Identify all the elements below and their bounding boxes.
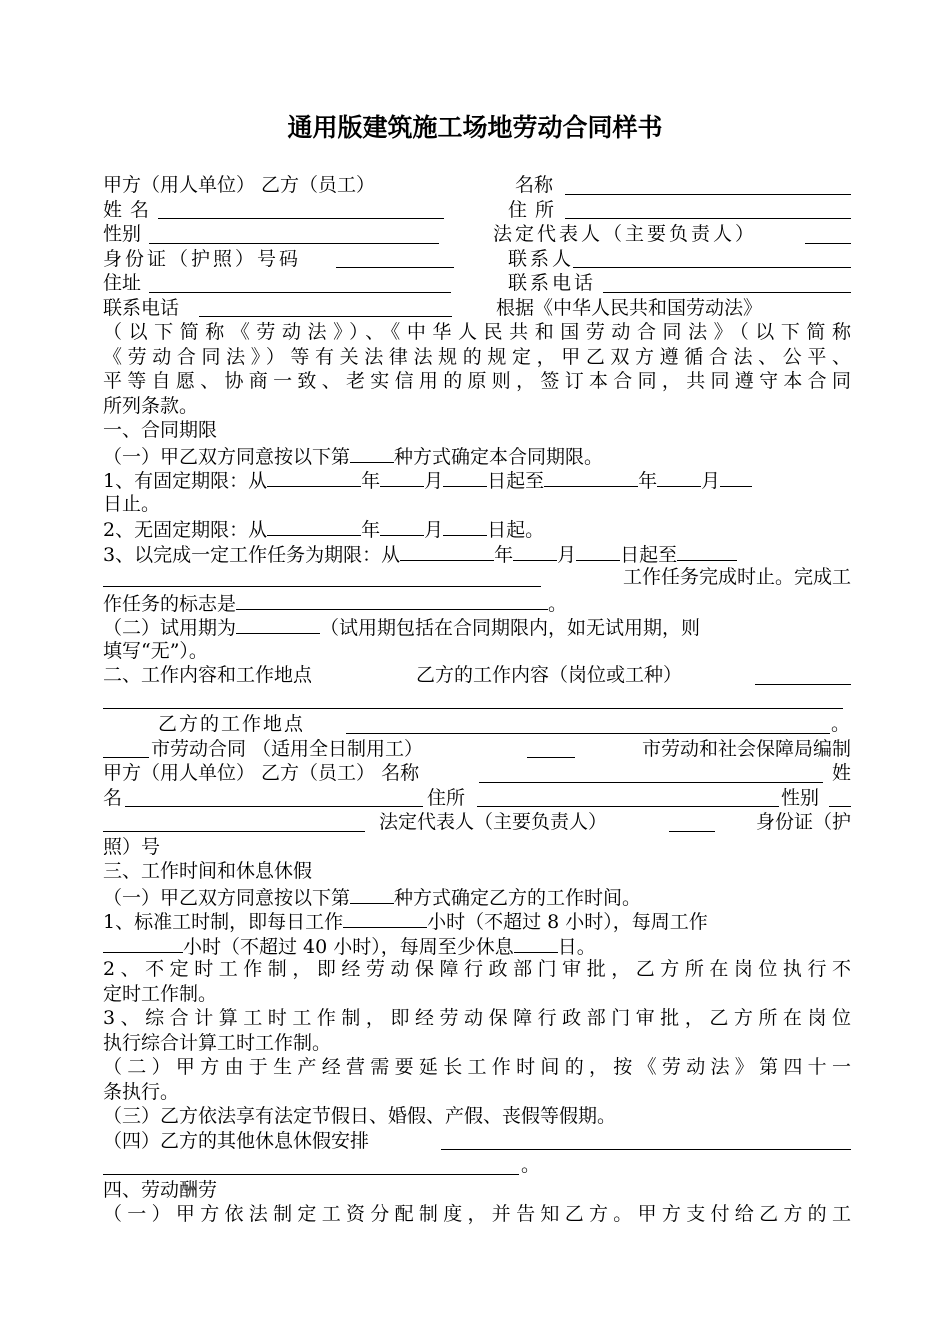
- blank-field: [443, 467, 487, 487]
- label-id-number: 身份证（护照）号码: [103, 247, 302, 270]
- label-phone: 联系电话: [508, 272, 597, 294]
- text: 3、以完成一定工作任务为期限：从: [103, 543, 401, 565]
- label-contact-person: 联系人: [508, 247, 575, 270]
- paragraph-line: [103, 614, 851, 639]
- text: 日起至: [620, 543, 678, 565]
- text: 性别: [781, 786, 820, 809]
- text: （一）甲乙双方同意按以下第: [103, 445, 351, 467]
- paragraph-line: [103, 761, 851, 786]
- text: 小时（不超过 8 小时），每周工作: [427, 911, 708, 933]
- blank-field: [565, 218, 851, 219]
- paragraph-line: 所列条款。: [103, 394, 199, 417]
- text: 日。: [557, 935, 596, 957]
- line-phone: [103, 296, 851, 321]
- text: 。: [548, 592, 568, 614]
- text: 年: [361, 470, 381, 492]
- section-heading: 一、合同期限: [103, 419, 218, 441]
- paragraph-line: [103, 565, 851, 590]
- paragraph-line: 执行综合计算工时工作制。: [103, 1031, 332, 1054]
- text: 作任务的标志是: [103, 592, 237, 614]
- blank-field: [346, 733, 830, 734]
- blank-field: [576, 541, 620, 561]
- blank-field: [267, 516, 361, 536]
- blank-field: [657, 467, 701, 487]
- paragraph-line: （以下简称《劳动法》）、《中华人民共和国劳动合同法》（以下简称: [103, 321, 851, 343]
- blank-field: [267, 467, 361, 487]
- blank-field: [479, 782, 823, 783]
- blank-field: [380, 467, 424, 487]
- text: 年: [361, 519, 381, 541]
- blank-field: [158, 218, 444, 219]
- paragraph-line: 填写“无”）。: [103, 639, 208, 662]
- blank-field: [380, 516, 424, 536]
- text: 日起至: [487, 470, 545, 492]
- paragraph-line: [103, 541, 851, 566]
- blank-field: [350, 884, 394, 904]
- blank-field: [199, 316, 452, 317]
- blank-field: [103, 757, 149, 758]
- section-heading: 三、工作时间和休息休假: [103, 860, 313, 882]
- text: 1、标准工时制，即每日工作: [103, 911, 344, 933]
- blank-field: [103, 586, 541, 587]
- paragraph-line: [103, 786, 851, 811]
- blank-field: [103, 831, 365, 832]
- label-residence: 住址: [103, 272, 142, 294]
- paragraph-line: [103, 590, 851, 615]
- blank-field: [527, 757, 575, 758]
- text: 市劳动合同 （适用全日制用工）: [151, 737, 424, 760]
- paragraph-line: 定时工作制。: [103, 982, 218, 1005]
- blank-field: [669, 831, 715, 832]
- line-id: [103, 247, 851, 272]
- line-residence: [103, 271, 851, 296]
- paragraph-line: 照）号: [103, 835, 161, 858]
- paragraph-line: [103, 443, 851, 468]
- text: 月: [424, 470, 444, 492]
- text: 姓: [831, 762, 851, 784]
- text: （一）甲乙双方同意按以下第: [103, 886, 351, 908]
- text: 市劳动和社会保障局编制: [641, 737, 851, 760]
- text: 月: [424, 519, 444, 541]
- blank-field: [477, 806, 779, 807]
- paragraph-line: [103, 884, 851, 909]
- blank-field: [829, 806, 851, 807]
- blank-field: [677, 541, 737, 561]
- text: 乙方的工作内容（岗位或工种）: [416, 664, 683, 686]
- text: 2、无固定期限：从: [103, 519, 268, 541]
- paragraph-line: [103, 516, 851, 541]
- text: （试用期包括在合同期限内，如无试用期，则: [320, 617, 701, 639]
- text: 。: [831, 713, 851, 735]
- text: 。: [521, 1154, 541, 1176]
- paragraph-line: 日止。: [103, 492, 161, 515]
- blank-field: [603, 292, 851, 293]
- blank-field: [103, 933, 183, 953]
- blank-field: [544, 467, 638, 487]
- blank-field: [149, 292, 451, 293]
- blank-field: [103, 708, 843, 709]
- text: 月: [701, 470, 721, 492]
- text: 名: [103, 786, 123, 809]
- label-legal-rep: 法定代表人（主要负责人）: [493, 223, 758, 245]
- label-name: 名称: [515, 174, 554, 196]
- blank-field: [125, 806, 423, 807]
- text: 种方式确定乙方的工作时间。: [394, 886, 642, 908]
- text: 二、工作内容和工作地点: [103, 664, 313, 686]
- label-phone-2: 联系电话: [103, 296, 180, 319]
- paragraph-line: （一）甲方依法制定工资分配制度，并告知乙方。甲方支付给乙方的工: [103, 1203, 851, 1225]
- paragraph-line: [103, 737, 851, 762]
- paragraph-line: 条执行。: [103, 1080, 180, 1103]
- line-gender: [103, 222, 851, 247]
- text: （四）乙方的其他休息休假安排: [103, 1129, 370, 1152]
- paragraph-line: [103, 712, 851, 737]
- blank-field: [336, 267, 454, 268]
- paragraph-line: （二）甲方由于生产经营需要延长工作时间的，按《劳动法》第四十一: [103, 1056, 851, 1078]
- text: 乙方的工作地点: [158, 713, 306, 735]
- section-heading: [103, 663, 851, 688]
- paragraph-line: [103, 908, 851, 933]
- blank-field: [400, 541, 494, 561]
- blank-field: [805, 243, 851, 244]
- paragraph-line: 《劳动合同法》）等有关法律法规的规定，甲乙双方遵循合法、公平、: [103, 345, 851, 368]
- blank-field: [343, 908, 427, 928]
- paragraph-line: [103, 1129, 851, 1154]
- paragraph-line: [103, 810, 851, 835]
- text: 种方式确定本合同期限。: [394, 445, 604, 467]
- blank-field: [149, 243, 439, 244]
- paragraph-line: 3、综合计算工时工作制，即经劳动保障行政部门审批，乙方所在岗位: [103, 1007, 851, 1029]
- blank-field: [443, 516, 487, 536]
- paragraph-line: [103, 688, 851, 713]
- text: 年: [494, 543, 514, 565]
- blank-field: [103, 1174, 519, 1175]
- text: 月: [557, 543, 577, 565]
- blank-field: [755, 684, 851, 685]
- text: 甲方（用人单位） 乙方（员工）: [103, 174, 376, 196]
- section-heading: 四、劳动酬劳: [103, 1178, 218, 1201]
- blank-field: [236, 614, 320, 634]
- text: 日起。: [487, 519, 545, 541]
- paragraph-line: [103, 1153, 851, 1178]
- label-gender: 性别: [103, 223, 142, 245]
- label-staff-name: 姓名: [103, 198, 158, 221]
- paragraph-line: 平等自愿、协商一致、老实信用的原则，签订本合同，共同遵守本合同: [103, 370, 851, 392]
- text: 甲方（用人单位） 乙方（员工） 名称: [103, 762, 420, 784]
- blank-field: [565, 194, 851, 195]
- text: 工作任务完成时止。完成工: [622, 566, 851, 588]
- paragraph-line: （三）乙方依法享有法定节假日、婚假、产假、丧假等假期。: [103, 1105, 617, 1127]
- line-staff-name: [103, 198, 851, 223]
- text: 住所: [427, 786, 466, 809]
- paragraph-line: 2、不定时工作制，即经劳动保障行政部门审批，乙方所在岗位执行不: [103, 958, 851, 980]
- text: 1、有固定期限：从: [103, 470, 268, 492]
- paragraph-line: [103, 467, 851, 492]
- text: （二）试用期为: [103, 617, 237, 639]
- blank-field: [720, 467, 752, 487]
- blank-field: [513, 541, 557, 561]
- page-title: 通用版建筑施工场地劳动合同样书: [287, 113, 663, 142]
- contract-body: [103, 173, 851, 1227]
- paragraph-line: [103, 933, 851, 958]
- blank-field: [236, 590, 548, 610]
- label-address: 住所: [508, 198, 563, 221]
- text: 身份证（护: [755, 811, 851, 833]
- blank-field: [441, 1149, 851, 1150]
- text: 根据《中华人民共和国劳动法》: [496, 296, 763, 319]
- blank-field: [573, 267, 851, 268]
- blank-field: [350, 443, 394, 463]
- blank-field: [514, 933, 558, 953]
- text: 小时（不超过 40 小时），每周至少休息: [183, 935, 514, 957]
- line-party-name: [103, 173, 851, 198]
- text: 法定代表人（主要负责人）: [379, 811, 608, 833]
- text: 年: [638, 470, 658, 492]
